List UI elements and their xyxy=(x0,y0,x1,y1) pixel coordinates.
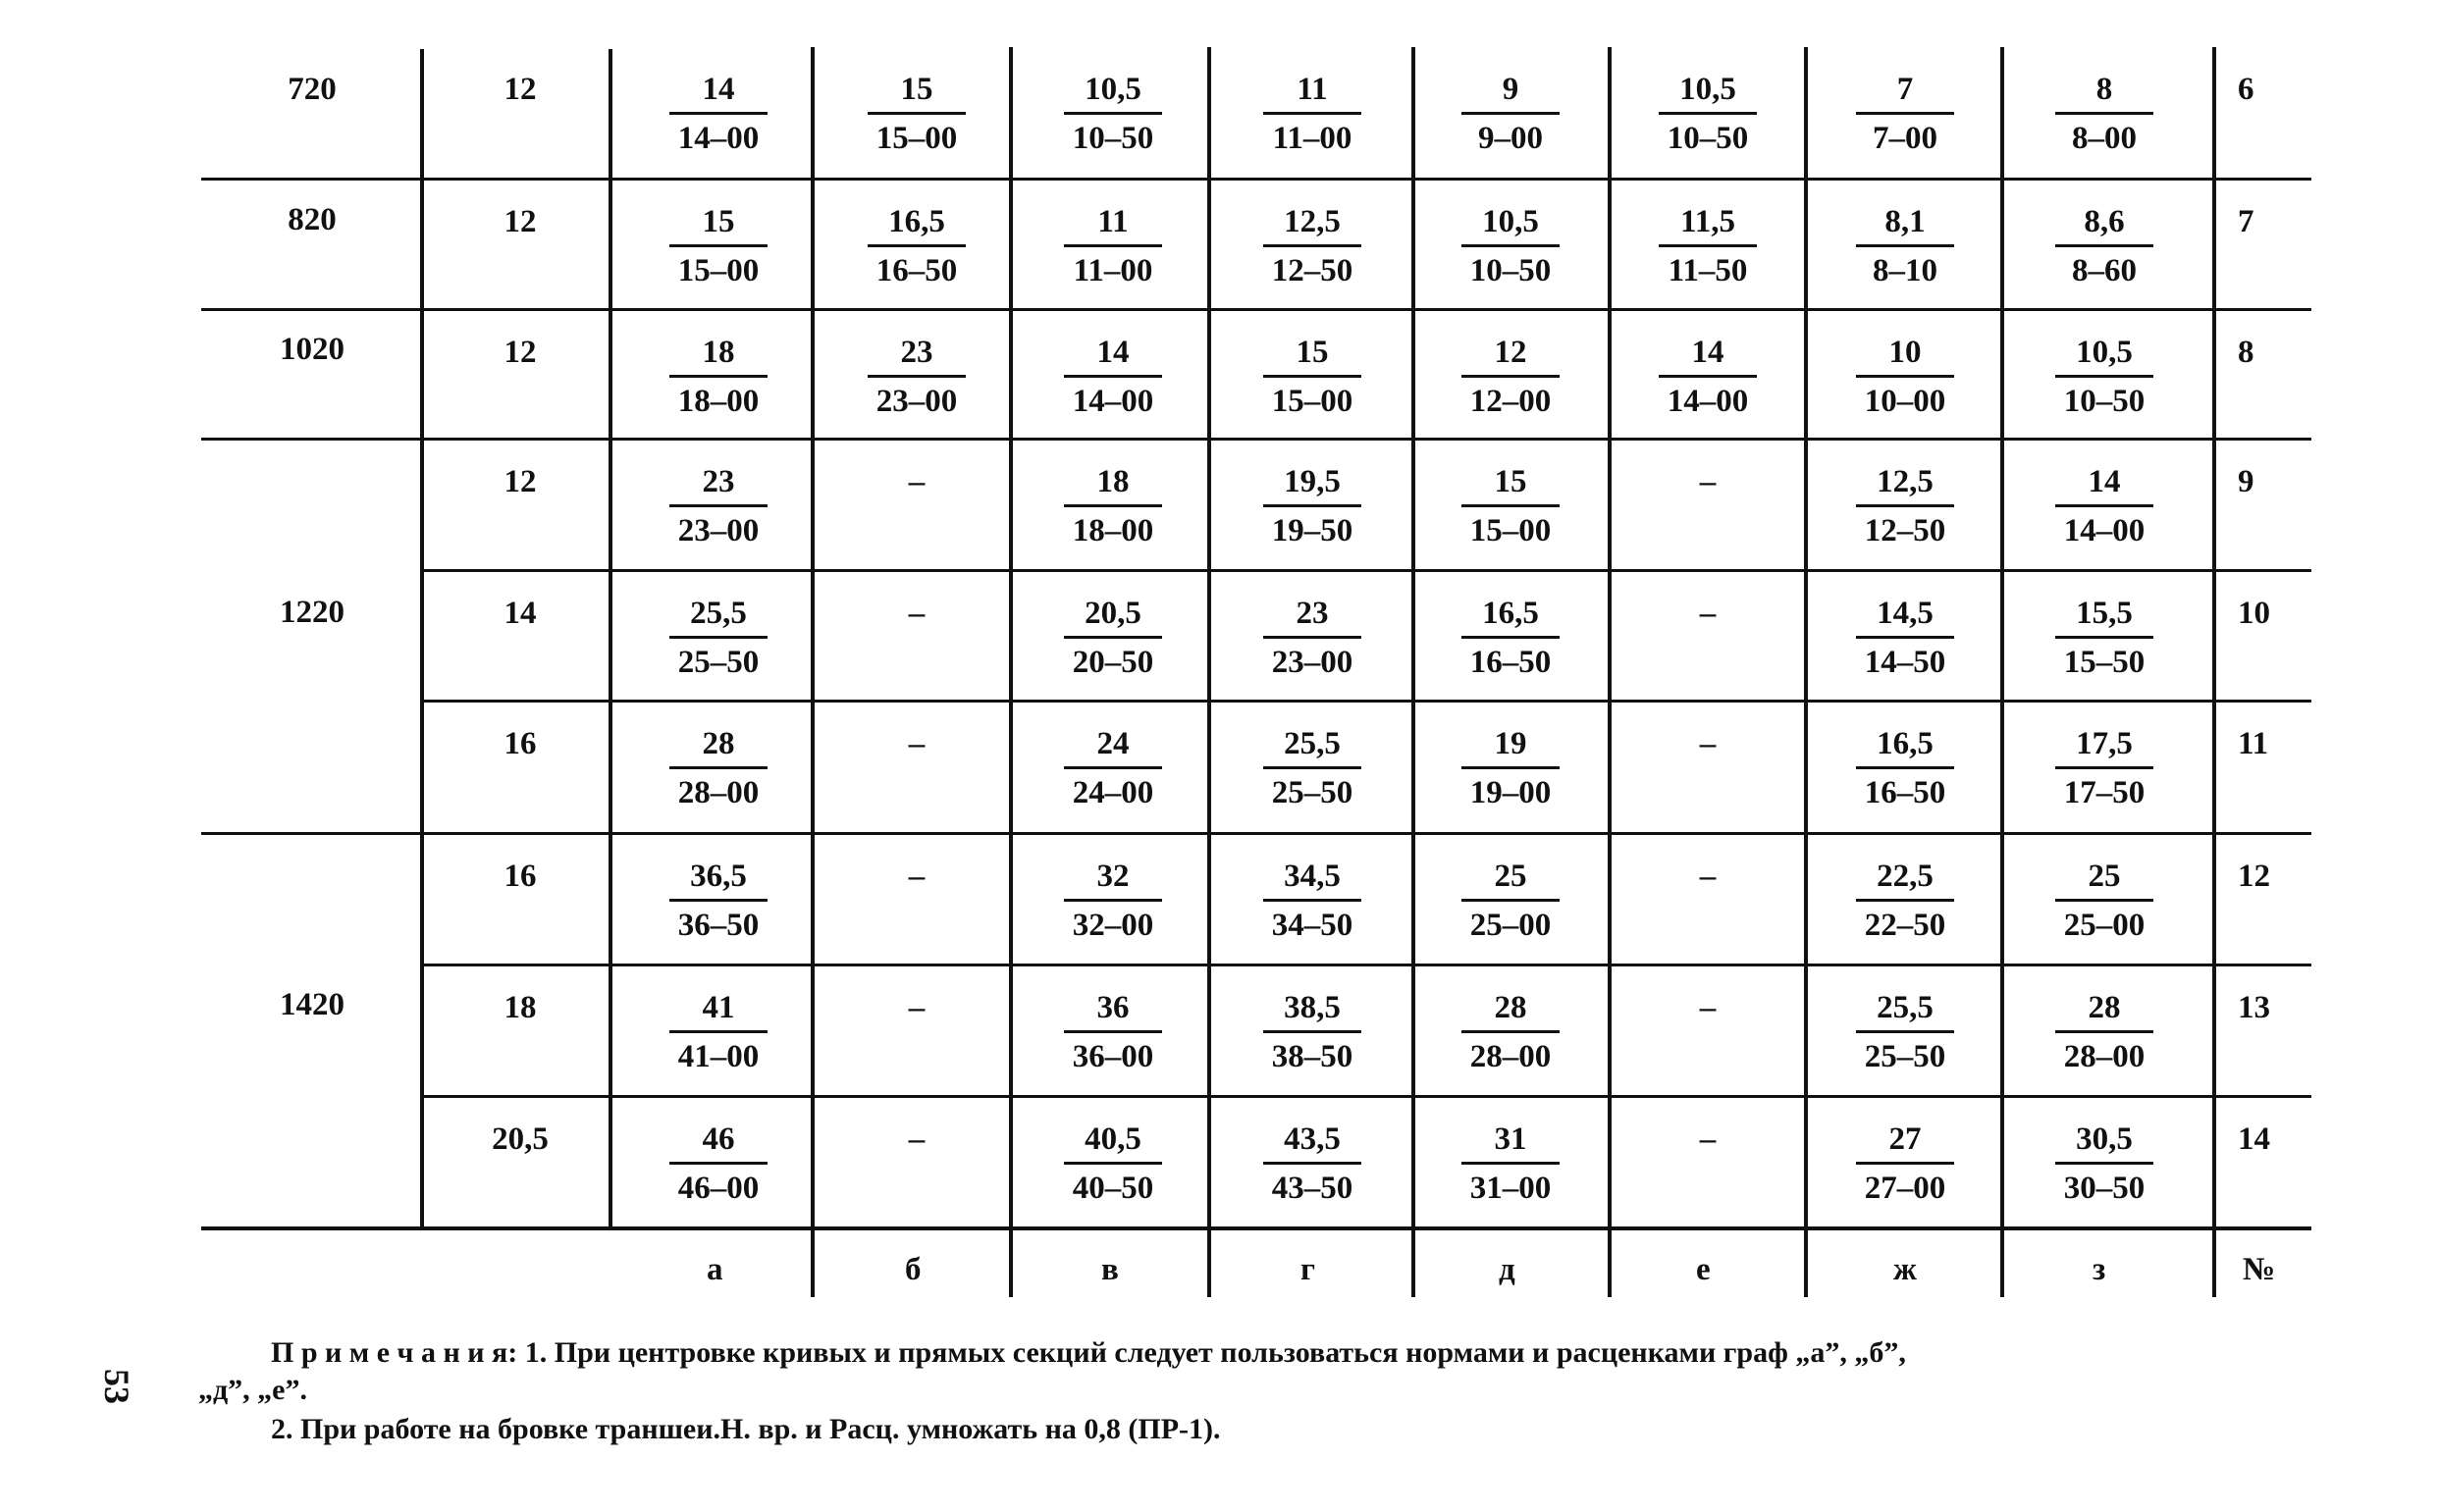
rate-price: 25–00 xyxy=(2063,908,2146,943)
thickness-cell: 16 xyxy=(504,859,537,894)
time-norm: 8,1 xyxy=(1884,204,1926,239)
rate-price: 25–50 xyxy=(677,645,760,680)
rate-price: 30–50 xyxy=(2063,1171,2146,1206)
time-norm: 10 xyxy=(1888,335,1922,370)
time-norm: 40,5 xyxy=(1085,1121,1141,1157)
notes-line-1: П р и м е ч а н и я: 1. При центровке кривых и прямых секций следует пользоваться нормами и расценками граф „а”, „б”, xyxy=(271,1336,1906,1369)
norm-fraction xyxy=(2050,74,2158,155)
norm-fraction xyxy=(664,206,772,287)
column-divider xyxy=(609,49,612,1226)
rate-price: 14–50 xyxy=(1864,645,1946,680)
rate-price: 12–50 xyxy=(1271,253,1353,288)
rate-price: 16–50 xyxy=(1864,775,1946,810)
rate-price: 12–50 xyxy=(1864,513,1946,548)
norm-fraction xyxy=(1059,74,1167,155)
norm-fraction xyxy=(1457,728,1564,809)
rate-price: 19–50 xyxy=(1271,513,1353,548)
empty-dash: – xyxy=(908,464,926,499)
rate-price: 32–00 xyxy=(1072,908,1154,943)
row-number: 10 xyxy=(2238,596,2270,631)
rate-price: 16–50 xyxy=(875,253,958,288)
rate-price: 36–50 xyxy=(677,908,760,943)
time-norm: 43,5 xyxy=(1284,1121,1341,1157)
rate-price: 24–00 xyxy=(1072,775,1154,810)
norm-fraction xyxy=(1457,74,1564,155)
rate-price: 8–60 xyxy=(2072,253,2137,288)
norm-fraction xyxy=(1851,992,1959,1073)
norm-fraction xyxy=(1457,206,1564,287)
row-number: 14 xyxy=(2238,1121,2270,1157)
row-number: 7 xyxy=(2238,204,2254,239)
norm-fraction xyxy=(664,74,772,155)
norm-fraction xyxy=(1258,466,1366,547)
diameter-cell: 820 xyxy=(288,202,337,237)
rate-price: 14–00 xyxy=(1667,384,1749,419)
norm-fraction xyxy=(1258,74,1366,155)
row-divider xyxy=(201,832,2311,835)
rate-price: 10–50 xyxy=(1469,253,1552,288)
rate-price: 15–00 xyxy=(677,253,760,288)
norm-fraction xyxy=(1457,860,1564,942)
diameter-cell: 1020 xyxy=(280,332,344,367)
time-norm: 7 xyxy=(1896,72,1914,107)
norm-fraction xyxy=(1258,1123,1366,1205)
empty-dash: – xyxy=(1699,859,1717,894)
column-divider xyxy=(1411,47,1415,1297)
time-norm: 25,5 xyxy=(690,596,747,631)
time-norm: 10,5 xyxy=(1482,204,1539,239)
norm-fraction xyxy=(2050,728,2158,809)
rate-price: 23–00 xyxy=(875,384,958,419)
time-norm: 16,5 xyxy=(1482,596,1539,631)
rate-price: 7–00 xyxy=(1873,121,1937,156)
rate-price: 10–00 xyxy=(1864,384,1946,419)
time-norm: 14,5 xyxy=(1877,596,1934,631)
rate-price: 28–00 xyxy=(1469,1039,1552,1074)
norm-fraction xyxy=(2050,337,2158,418)
rate-price: 27–00 xyxy=(1864,1171,1946,1206)
rate-price: 14–00 xyxy=(677,121,760,156)
time-norm: 20,5 xyxy=(1085,596,1141,631)
time-norm: 10,5 xyxy=(2076,335,2133,370)
time-norm: 34,5 xyxy=(1284,859,1341,894)
norm-fraction xyxy=(1059,598,1167,679)
empty-dash: – xyxy=(908,726,926,761)
time-norm: 41 xyxy=(702,990,735,1025)
time-norm: 15 xyxy=(1296,335,1329,370)
rate-price: 17–50 xyxy=(2063,775,2146,810)
column-divider xyxy=(1009,47,1013,1297)
column-divider xyxy=(2212,47,2216,1297)
norm-fraction xyxy=(1851,337,1959,418)
rate-price: 11–00 xyxy=(1073,253,1153,288)
notes-line-3: 2. При работе на бровке траншеи.Н. вр. и Расц. умножать на 0,8 (ПР-1). xyxy=(271,1413,1221,1445)
rate-price: 25–50 xyxy=(1864,1039,1946,1074)
time-norm: 32 xyxy=(1096,859,1130,894)
norm-fraction xyxy=(1851,74,1959,155)
norm-fraction xyxy=(1851,728,1959,809)
rate-price: 10–50 xyxy=(1072,121,1154,156)
norm-fraction xyxy=(1457,992,1564,1073)
row-number: 11 xyxy=(2238,726,2269,761)
column-divider xyxy=(1608,47,1612,1297)
column-letter: а xyxy=(707,1252,723,1287)
time-norm: 17,5 xyxy=(2076,726,2133,761)
norm-fraction xyxy=(1851,1123,1959,1205)
time-norm: 15 xyxy=(900,72,933,107)
time-norm: 12 xyxy=(1494,335,1527,370)
time-norm: 25,5 xyxy=(1284,726,1341,761)
row-number: 6 xyxy=(2238,72,2254,107)
row-number: 9 xyxy=(2238,464,2254,499)
rate-price: 34–50 xyxy=(1271,908,1353,943)
norm-fraction xyxy=(1457,598,1564,679)
rate-price: 18–00 xyxy=(1072,513,1154,548)
norm-fraction xyxy=(1258,337,1366,418)
norm-fraction xyxy=(1457,466,1564,547)
time-norm: 14 xyxy=(2088,464,2121,499)
thickness-cell: 16 xyxy=(504,726,537,761)
empty-dash: – xyxy=(908,1121,926,1157)
time-norm: 31 xyxy=(1494,1121,1527,1157)
norm-fraction xyxy=(2050,598,2158,679)
norm-fraction xyxy=(1654,74,1762,155)
time-norm: 19,5 xyxy=(1284,464,1341,499)
time-norm: 12,5 xyxy=(1877,464,1934,499)
rate-price: 9–00 xyxy=(1478,121,1543,156)
time-norm: 15 xyxy=(1494,464,1527,499)
column-divider xyxy=(1804,47,1808,1297)
rate-price: 40–50 xyxy=(1072,1171,1154,1206)
norm-fraction xyxy=(1851,206,1959,287)
row-divider xyxy=(422,569,2311,572)
time-norm: 12,5 xyxy=(1284,204,1341,239)
time-norm: 25 xyxy=(2088,859,2121,894)
column-letter: е xyxy=(1696,1252,1711,1287)
time-norm: 36,5 xyxy=(690,859,747,894)
norm-fraction xyxy=(664,728,772,809)
norm-fraction xyxy=(664,860,772,942)
column-letter: в xyxy=(1101,1252,1119,1287)
norm-fraction xyxy=(1258,206,1366,287)
time-norm: 18 xyxy=(702,335,735,370)
rate-price: 15–00 xyxy=(1271,384,1353,419)
empty-dash: – xyxy=(1699,464,1717,499)
rate-price: 16–50 xyxy=(1469,645,1552,680)
row-divider xyxy=(422,964,2311,966)
norm-fraction xyxy=(664,598,772,679)
thickness-cell: 18 xyxy=(504,990,537,1025)
time-norm: 36 xyxy=(1096,990,1130,1025)
time-norm: 23 xyxy=(702,464,735,499)
time-norm: 14 xyxy=(702,72,735,107)
rate-price: 8–00 xyxy=(2072,121,2137,156)
norm-fraction xyxy=(2050,992,2158,1073)
norm-fraction xyxy=(1654,206,1762,287)
empty-dash: – xyxy=(1699,596,1717,631)
norm-fraction xyxy=(1059,337,1167,418)
rate-price: 8–10 xyxy=(1873,253,1937,288)
rate-price: 28–00 xyxy=(2063,1039,2146,1074)
norm-fraction xyxy=(1654,337,1762,418)
column-letter: д xyxy=(1499,1252,1515,1287)
time-norm: 16,5 xyxy=(888,204,945,239)
rate-price: 23–00 xyxy=(1271,645,1353,680)
rate-price: 15–00 xyxy=(1469,513,1552,548)
rate-price: 20–50 xyxy=(1072,645,1154,680)
row-divider xyxy=(201,178,2311,181)
time-norm: 25,5 xyxy=(1877,990,1934,1025)
rate-price: 23–00 xyxy=(677,513,760,548)
norm-fraction xyxy=(1851,860,1959,942)
column-letter: г xyxy=(1300,1252,1315,1287)
time-norm: 18 xyxy=(1096,464,1130,499)
rate-price: 25–50 xyxy=(1271,775,1353,810)
norm-fraction xyxy=(1258,598,1366,679)
norm-fraction xyxy=(1059,992,1167,1073)
norm-fraction xyxy=(664,337,772,418)
diameter-cell: 720 xyxy=(288,72,337,107)
row-number: 13 xyxy=(2238,990,2270,1025)
row-divider xyxy=(422,700,2311,703)
time-norm: 15,5 xyxy=(2076,596,2133,631)
row-number: 12 xyxy=(2238,859,2270,894)
thickness-cell: 12 xyxy=(504,464,537,499)
thickness-cell: 12 xyxy=(504,204,537,239)
time-norm: 9 xyxy=(1502,72,1519,107)
column-divider xyxy=(811,47,815,1297)
table-bottom-rule xyxy=(201,1226,2311,1230)
thickness-cell: 20,5 xyxy=(492,1121,549,1157)
norm-fraction xyxy=(2050,1123,2158,1205)
rate-price: 11–50 xyxy=(1668,253,1748,288)
column-divider xyxy=(2000,47,2004,1297)
row-divider xyxy=(201,308,2311,311)
norm-fraction xyxy=(863,337,971,418)
empty-dash: – xyxy=(908,596,926,631)
time-norm: 14 xyxy=(1096,335,1130,370)
time-norm: 10,5 xyxy=(1679,72,1736,107)
rate-price: 12–00 xyxy=(1469,384,1552,419)
time-norm: 8 xyxy=(2095,72,2113,107)
time-norm: 11,5 xyxy=(1680,204,1735,239)
norm-fraction xyxy=(863,74,971,155)
rate-price: 22–50 xyxy=(1864,908,1946,943)
norm-fraction xyxy=(664,466,772,547)
norm-fraction xyxy=(1059,466,1167,547)
rate-price: 31–00 xyxy=(1469,1171,1552,1206)
norm-fraction xyxy=(2050,860,2158,942)
rate-price: 43–50 xyxy=(1271,1171,1353,1206)
time-norm: 25 xyxy=(1494,859,1527,894)
time-norm: 22,5 xyxy=(1877,859,1934,894)
time-norm: 23 xyxy=(900,335,933,370)
norm-fraction xyxy=(1851,466,1959,547)
time-norm: 46 xyxy=(702,1121,735,1157)
norm-fraction xyxy=(1258,728,1366,809)
time-norm: 28 xyxy=(702,726,735,761)
norm-fraction xyxy=(1258,860,1366,942)
column-letter: № xyxy=(2243,1252,2276,1287)
norm-fraction xyxy=(2050,466,2158,547)
page-number: 53 xyxy=(97,1369,136,1404)
thickness-cell: 12 xyxy=(504,72,537,107)
time-norm: 10,5 xyxy=(1085,72,1141,107)
rate-price: 36–00 xyxy=(1072,1039,1154,1074)
rate-price: 38–50 xyxy=(1271,1039,1353,1074)
norm-fraction xyxy=(1059,206,1167,287)
rate-price: 15–50 xyxy=(2063,645,2146,680)
column-divider xyxy=(1207,47,1211,1297)
norm-fraction xyxy=(1059,728,1167,809)
norm-fraction xyxy=(1457,337,1564,418)
diameter-cell: 1420 xyxy=(280,987,344,1022)
time-norm: 15 xyxy=(702,204,735,239)
column-letter: б xyxy=(905,1252,922,1287)
diameter-cell: 1220 xyxy=(280,595,344,630)
rate-price: 10–50 xyxy=(2063,384,2146,419)
thickness-cell: 14 xyxy=(504,596,537,631)
time-norm: 28 xyxy=(2088,990,2121,1025)
time-norm: 14 xyxy=(1691,335,1724,370)
time-norm: 28 xyxy=(1494,990,1527,1025)
rate-price: 19–00 xyxy=(1469,775,1552,810)
row-number: 8 xyxy=(2238,335,2254,370)
norm-fraction xyxy=(1059,860,1167,942)
norm-fraction xyxy=(1457,1123,1564,1205)
column-letter: ж xyxy=(1893,1252,1917,1287)
rate-price: 46–00 xyxy=(677,1171,760,1206)
empty-dash: – xyxy=(1699,990,1717,1025)
column-letter: з xyxy=(2093,1252,2106,1287)
notes-line-2: „д”, „е”. xyxy=(198,1374,307,1406)
norm-fraction xyxy=(664,992,772,1073)
rate-price: 18–00 xyxy=(677,384,760,419)
norm-fraction xyxy=(1851,598,1959,679)
time-norm: 11 xyxy=(1097,204,1129,239)
rate-price: 11–00 xyxy=(1272,121,1352,156)
rate-price: 25–00 xyxy=(1469,908,1552,943)
time-norm: 24 xyxy=(1096,726,1130,761)
time-norm: 38,5 xyxy=(1284,990,1341,1025)
norm-fraction xyxy=(664,1123,772,1205)
time-norm: 27 xyxy=(1888,1121,1922,1157)
norm-fraction xyxy=(1258,992,1366,1073)
time-norm: 11 xyxy=(1297,72,1328,107)
norm-fraction xyxy=(1059,1123,1167,1205)
row-divider xyxy=(201,438,2311,441)
time-norm: 8,6 xyxy=(2084,204,2125,239)
rate-price: 41–00 xyxy=(677,1039,760,1074)
rate-price: 10–50 xyxy=(1667,121,1749,156)
time-norm: 30,5 xyxy=(2076,1121,2133,1157)
norm-fraction xyxy=(863,206,971,287)
rate-price: 14–00 xyxy=(1072,384,1154,419)
column-divider xyxy=(420,49,424,1226)
norm-fraction xyxy=(2050,206,2158,287)
time-norm: 16,5 xyxy=(1877,726,1934,761)
empty-dash: – xyxy=(908,859,926,894)
rate-price: 14–00 xyxy=(2063,513,2146,548)
thickness-cell: 12 xyxy=(504,335,537,370)
row-divider xyxy=(422,1095,2311,1098)
rate-price: 15–00 xyxy=(875,121,958,156)
empty-dash: – xyxy=(908,990,926,1025)
time-norm: 19 xyxy=(1494,726,1527,761)
time-norm: 23 xyxy=(1296,596,1329,631)
empty-dash: – xyxy=(1699,1121,1717,1157)
empty-dash: – xyxy=(1699,726,1717,761)
rate-price: 28–00 xyxy=(677,775,760,810)
